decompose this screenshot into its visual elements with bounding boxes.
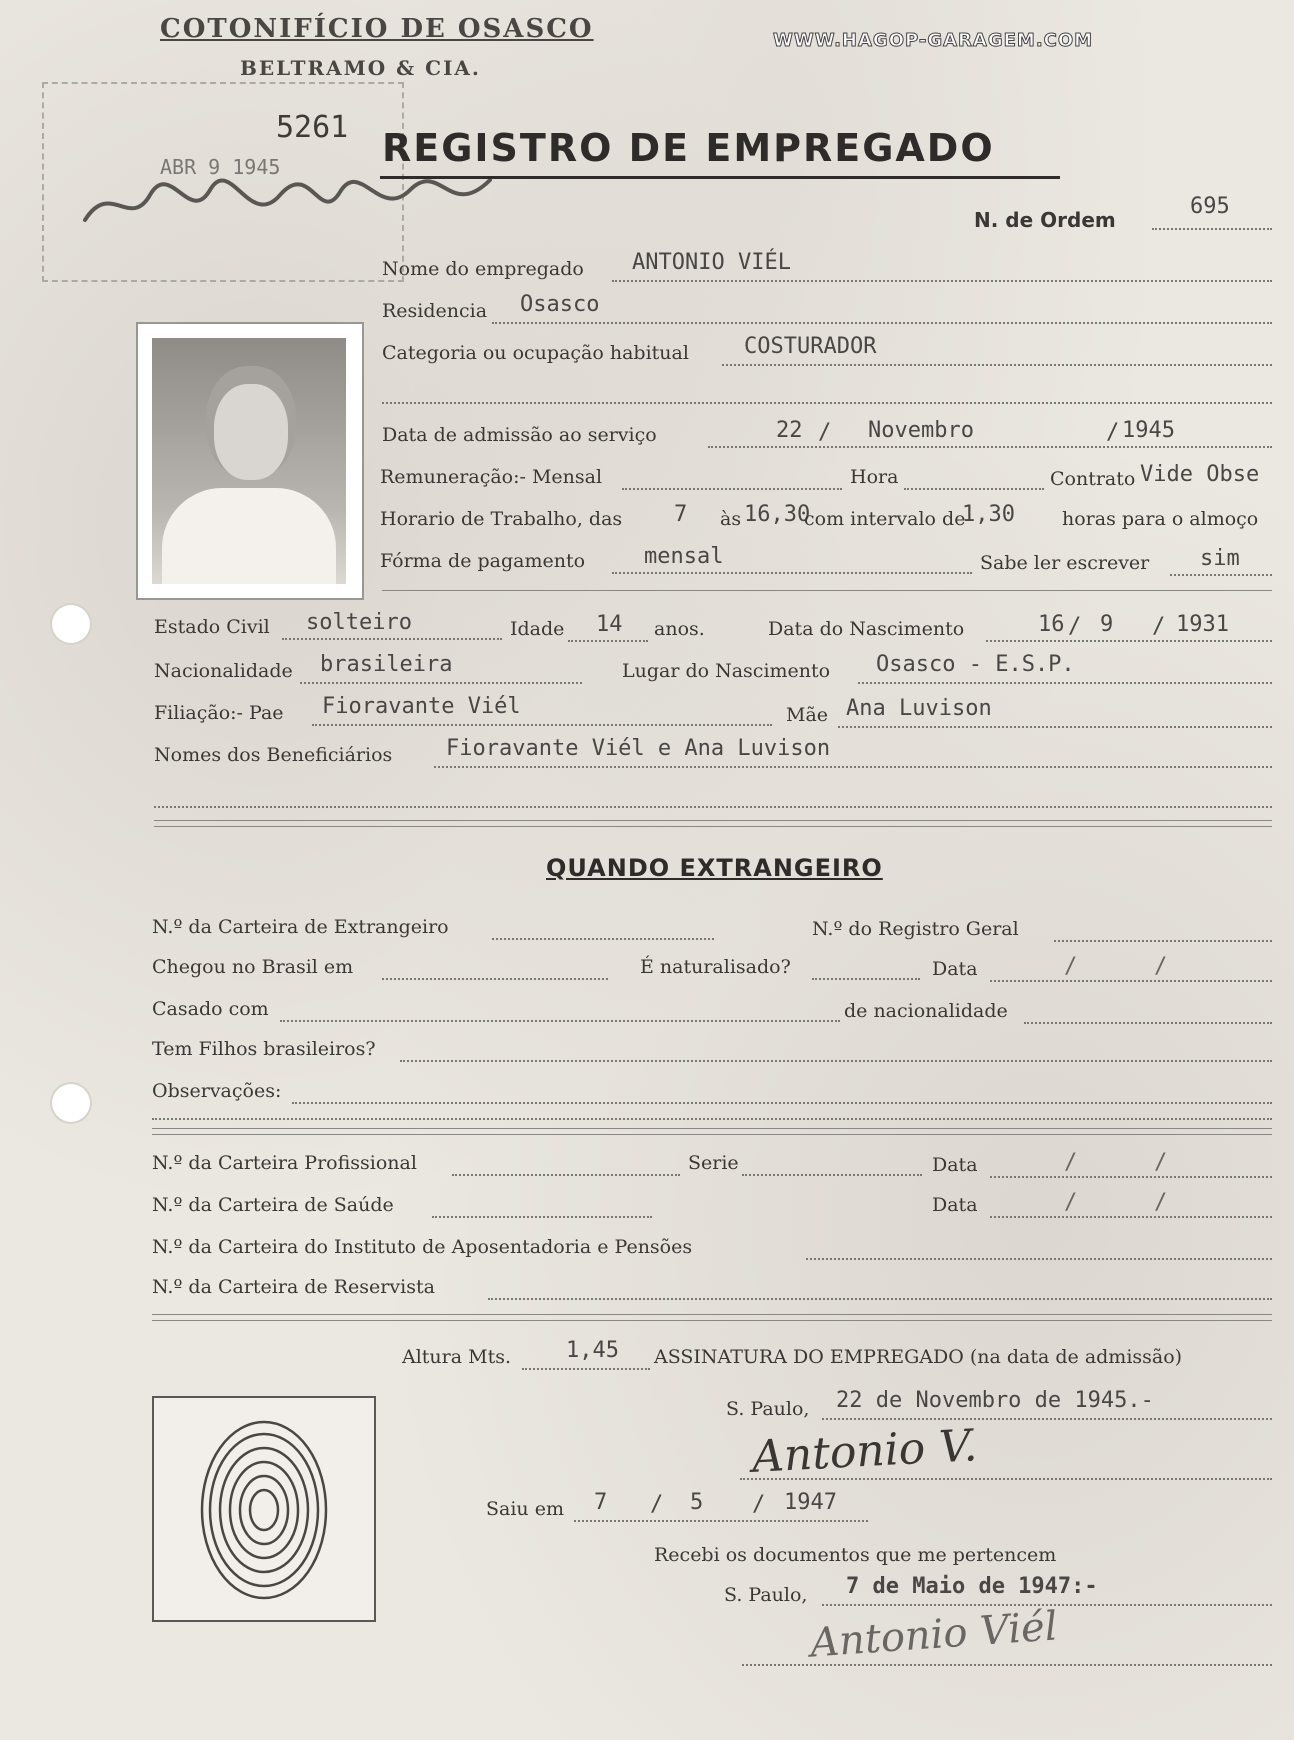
pae-label: Filiação:- Pae	[154, 702, 284, 724]
carteira-saude-label: N.º da Carteira de Saúde	[152, 1194, 394, 1216]
beneficiarios-value: Fioravante Viél e Ana Luvison	[446, 736, 831, 761]
website-watermark: WWW.HAGOP-GARAGEM.COM	[773, 30, 1094, 51]
mae-value: Ana Luvison	[846, 696, 992, 721]
chegou-data-sep2: /	[1154, 954, 1168, 979]
filhos-label: Tem Filhos brasileiros?	[152, 1038, 376, 1060]
altura-label: Altura Mts.	[402, 1346, 511, 1368]
saude-data-sep1: /	[1064, 1190, 1078, 1215]
profissional-data-label: Data	[932, 1154, 978, 1176]
pae-value: Fioravante Viél	[322, 694, 521, 719]
profissional-data-sep2: /	[1154, 1150, 1168, 1175]
profissional-data-sep1: /	[1064, 1150, 1078, 1175]
nome-value: ANTONIO VIÉL	[632, 250, 791, 275]
saude-data-label: Data	[932, 1194, 978, 1216]
serie-label: Serie	[688, 1152, 739, 1174]
recebi-label: Recebi os documentos que me pertencem	[654, 1544, 1057, 1566]
admissao-sep1: /	[818, 420, 832, 445]
nasc-sep1: /	[1068, 614, 1082, 639]
horario-as: 16,30	[744, 502, 811, 527]
chegou-data-sep1: /	[1064, 954, 1078, 979]
nacionalidade-value: brasileira	[320, 652, 453, 677]
contrato-value: Vide Obse	[1140, 462, 1260, 487]
casado-label: Casado com	[152, 998, 269, 1020]
nasc-mes: 9	[1100, 612, 1114, 637]
admissao-sep2: /	[1106, 420, 1120, 445]
remuneracao-label: Remuneração:- Mensal	[380, 466, 603, 488]
company-name: COTONIFÍCIO DE OSASCO	[160, 14, 594, 44]
chegou-label: Chegou no Brasil em	[152, 956, 354, 978]
intervalo-label: com intervalo de	[804, 508, 966, 530]
saiu-label: Saiu em	[486, 1498, 564, 1520]
stamp-signature	[80, 170, 500, 240]
punch-hole-top	[52, 605, 90, 643]
horario-das: 7	[674, 502, 688, 527]
extrangeiro-heading: QUANDO EXTRANGEIRO	[546, 854, 883, 882]
employee-signature: Antonio V.	[750, 1420, 979, 1483]
stamp-number: 5261	[276, 110, 349, 145]
portrait-body	[162, 488, 336, 584]
nacionalidade-label: Nacionalidade	[154, 660, 293, 682]
almoco-label: horas para o almoço	[1062, 508, 1259, 530]
punch-hole-bottom	[52, 1084, 90, 1122]
document-title: REGISTRO DE EMPREGADO	[382, 126, 995, 170]
assinatura-label: ASSINATURA DO EMPREGADO (na data de admissão)	[654, 1346, 1183, 1368]
exit-signature: Antonio Viél	[808, 1603, 1059, 1667]
admissao-label: Data de admissão ao serviço	[382, 424, 657, 446]
saiu-sep2: /	[752, 1492, 766, 1517]
portrait-head	[214, 384, 288, 480]
horario-label: Horario de Trabalho, das	[380, 508, 623, 530]
admissao-mes: Novembro	[868, 418, 974, 443]
categoria-label: Categoria ou ocupação habitual	[382, 342, 689, 364]
saiu-ano: 1947	[784, 1490, 837, 1515]
sp-label-2: S. Paulo,	[724, 1584, 808, 1606]
estado-civil-value: solteiro	[306, 610, 412, 635]
nome-label: Nome do empregado	[382, 258, 584, 280]
employee-photo	[136, 322, 364, 600]
naturalisado-label: É naturalisado?	[640, 956, 791, 978]
contrato-label: Contrato	[1050, 468, 1136, 490]
sp-label-1: S. Paulo,	[726, 1398, 810, 1420]
registro-geral-label: N.º do Registro Geral	[812, 918, 1019, 940]
admissao-dia: 22	[776, 418, 803, 443]
pagamento-label: Fórma de pagamento	[380, 550, 586, 572]
title-underline	[380, 176, 1060, 179]
sp-data-2: 7 de Maio de 1947:-	[846, 1574, 1098, 1599]
nasc-dia: 16	[1038, 612, 1065, 637]
fingerprint-box	[152, 1396, 376, 1622]
nasc-sep2: /	[1152, 614, 1166, 639]
saude-data-sep2: /	[1154, 1190, 1168, 1215]
pagamento-value: mensal	[644, 544, 724, 569]
fingerprint-icon	[154, 1398, 374, 1620]
ler-label: Sabe ler escrever	[980, 552, 1150, 574]
carteira-instituto-label: N.º da Carteira do Instituto de Aposentadoria e Pensões	[152, 1236, 693, 1258]
carteira-reservista-label: N.º da Carteira de Reservista	[152, 1276, 435, 1298]
categoria-value: COSTURADOR	[744, 334, 877, 359]
carteira-extrangeiro-label: N.º da Carteira de Extrangeiro	[152, 916, 449, 938]
residencia-label: Residencia	[382, 300, 488, 322]
ler-value: sim	[1200, 546, 1240, 571]
de-nacionalidade-label: de nacionalidade	[844, 1000, 1008, 1022]
idade-value: 14	[596, 612, 623, 637]
nasc-ano: 1931	[1176, 612, 1229, 637]
ordem-value: 695	[1190, 194, 1230, 219]
company-subname: BELTRAMO & CIA.	[240, 56, 481, 80]
anos-label: anos.	[654, 618, 705, 640]
nascimento-label: Data do Nascimento	[768, 618, 965, 640]
lugar-value: Osasco - E.S.P.	[876, 652, 1075, 677]
saiu-mes: 5	[690, 1490, 704, 1515]
ordem-label: N. de Ordem	[974, 208, 1116, 232]
observacoes-label: Observações:	[152, 1080, 282, 1102]
carteira-profissional-label: N.º da Carteira Profissional	[152, 1152, 417, 1174]
stamp-date: ABR 9 1945	[160, 155, 281, 179]
mae-label: Mãe	[786, 704, 829, 726]
admissao-ano: 1945	[1122, 418, 1175, 443]
hora-label: Hora	[850, 466, 899, 488]
chegou-data-label: Data	[932, 958, 978, 980]
saiu-sep1: /	[650, 1492, 664, 1517]
residencia-value: Osasco	[520, 292, 600, 317]
lugar-label: Lugar do Nascimento	[622, 660, 831, 682]
idade-label: Idade	[510, 618, 565, 640]
intervalo-value: 1,30	[962, 502, 1015, 527]
beneficiarios-label: Nomes dos Beneficiários	[154, 744, 393, 766]
saiu-dia: 7	[594, 1490, 608, 1515]
horario-as-label: às	[720, 508, 742, 530]
sp-data-1: 22 de Novembro de 1945.-	[836, 1388, 1154, 1413]
altura-value: 1,45	[566, 1338, 619, 1363]
estado-civil-label: Estado Civil	[154, 616, 270, 638]
